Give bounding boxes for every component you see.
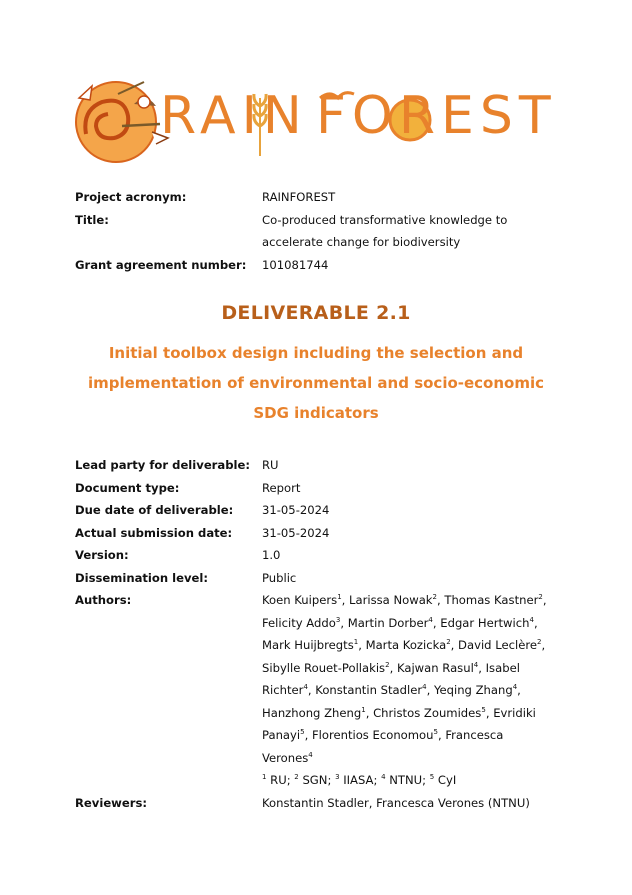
affiliation-name: IIASA;: [339, 773, 382, 787]
author-affiliation-mark: 4: [303, 683, 308, 691]
author-affiliation-mark: 3: [335, 615, 341, 624]
affiliation-name: RU;: [266, 773, 295, 787]
authors-value: [262, 589, 555, 792]
author-separator: ,: [304, 728, 312, 742]
version-row: [75, 544, 555, 567]
author-name: Felicity Addo: [262, 615, 336, 630]
author-affiliation-mark: 2: [432, 593, 437, 601]
author-name: Evridiki Panayi: [262, 705, 536, 742]
affiliation-name: CyI: [434, 773, 457, 787]
author-name: Koen Kuipers: [262, 593, 338, 607]
grant-row: [75, 254, 555, 277]
author-name: David Leclère: [458, 638, 537, 652]
submission-date-value: 31-05-2024: [262, 525, 330, 540]
author-separator: ,: [533, 615, 538, 630]
version-value: 1.0: [262, 548, 281, 562]
affiliation-list: [262, 769, 555, 792]
authors-row: [75, 589, 555, 792]
author-separator: ,: [437, 593, 445, 607]
author-name: Christos Zoumides: [373, 705, 482, 720]
affiliation-number: 5: [429, 773, 435, 781]
dissemination-label: Dissemination level:: [75, 570, 209, 585]
author-affiliation-mark: 1: [361, 705, 366, 714]
logo-word-forest: FOREST: [316, 86, 557, 146]
due-date-row: [75, 499, 555, 522]
affiliation-name: NTNU;: [385, 773, 430, 787]
author-separator: ,: [517, 683, 521, 697]
author-name: Mark Huijbregts: [262, 638, 354, 652]
author-name: Isabel Richter: [262, 660, 520, 697]
project-acronym-label: Project acronym:: [75, 190, 187, 204]
author-affiliation-mark: 5: [300, 728, 305, 736]
due-date-label: Due date of deliverable:: [75, 503, 234, 517]
author-separator: ,: [478, 660, 486, 675]
author-list: [262, 589, 555, 769]
affiliation-number: 1: [262, 773, 267, 781]
author-separator: ,: [426, 683, 434, 697]
project-info: [75, 186, 555, 276]
version-label: Version:: [75, 548, 129, 562]
lead-party-value: RU: [262, 458, 279, 472]
affiliation-name: SGN;: [298, 773, 336, 787]
affiliation-number: 2: [294, 773, 299, 781]
author-name: Marta Kozicka: [365, 638, 447, 652]
author-name: Martin Dorber: [347, 615, 429, 630]
dissemination-row: [75, 567, 555, 590]
title-row: [75, 209, 555, 254]
logo-word-rain: RAIN: [160, 86, 308, 146]
author-affiliation-mark: 2: [385, 660, 390, 669]
author-name: Florentios Economou: [311, 728, 434, 742]
author-affiliation-mark: 2: [536, 638, 542, 646]
author-affiliation-mark: 4: [529, 615, 534, 624]
author-affiliation-mark: 5: [481, 705, 486, 714]
author-affiliation-mark: 2: [538, 593, 543, 601]
deliverable-subtitle: Initial toolbox design including the selection and implementation of environmental and socio-economic SDG indicators: [87, 344, 545, 422]
deliverable-title: DELIVERABLE 2.1: [221, 302, 411, 324]
submission-date-row: [75, 522, 555, 545]
title-value: Co-produced transformative knowledge to accelerate change for biodiversity: [262, 212, 508, 249]
reviewers-label: Reviewers:: [75, 795, 148, 810]
reviewers-value: Konstantin Stadler, Francesca Verones (NTNU): [262, 795, 530, 810]
author-separator: ,: [485, 705, 494, 720]
author-separator: ,: [365, 705, 374, 720]
author-name: Larissa Nowak: [349, 593, 433, 607]
rainforest-logo: [74, 72, 557, 164]
author-affiliation-mark: 4: [512, 683, 518, 691]
author-affiliation-mark: 4: [422, 683, 427, 691]
author-separator: ,: [541, 638, 546, 652]
lead-party-label: Lead party for deliverable:: [75, 458, 250, 472]
title-label: Title:: [75, 212, 109, 227]
author-affiliation-mark: 1: [337, 593, 342, 601]
author-name: Francesca Verones: [262, 728, 504, 765]
grant-value: 101081744: [262, 257, 329, 272]
document-type-value: Report: [262, 480, 301, 495]
author-name: Kajwan Rasul: [396, 660, 474, 675]
author-affiliation-mark: 1: [353, 638, 359, 646]
author-name: Konstantin Stadler: [315, 683, 423, 697]
author-separator: ,: [450, 638, 459, 652]
author-name: Edgar Hertwich: [440, 615, 530, 630]
affiliation-number: 4: [381, 773, 386, 781]
due-date-value: 31-05-2024: [262, 503, 330, 517]
author-affiliation-mark: 5: [433, 728, 438, 736]
author-affiliation-mark: 4: [428, 615, 433, 624]
author-affiliation-mark: 2: [446, 638, 451, 646]
project-acronym-row: [75, 186, 555, 209]
author-separator: ,: [358, 638, 366, 652]
project-acronym-value: RAINFOREST: [262, 190, 336, 204]
author-separator: ,: [432, 615, 441, 630]
document-type-row: [75, 477, 555, 500]
author-separator: ,: [437, 728, 446, 742]
authors-label: Authors:: [75, 593, 132, 607]
deliverable-details: [75, 454, 555, 814]
grant-label: Grant agreement number:: [75, 257, 247, 272]
author-separator: ,: [542, 593, 547, 607]
author-separator: ,: [340, 615, 348, 630]
lead-party-row: [75, 454, 555, 477]
author-affiliation-mark: 4: [308, 750, 313, 759]
author-name: Thomas Kastner: [444, 593, 539, 607]
dissemination-value: Public: [262, 570, 297, 585]
author-name: Hanzhong Zheng: [262, 705, 362, 720]
author-name: Yeqing Zhang: [433, 683, 513, 697]
author-name: Sibylle Rouet-Pollakis: [262, 660, 386, 675]
author-separator: ,: [389, 660, 397, 675]
reviewers-row: [75, 792, 555, 815]
author-separator: ,: [341, 593, 350, 607]
author-affiliation-mark: 4: [473, 660, 479, 669]
submission-date-label: Actual submission date:: [75, 525, 233, 540]
affiliation-number: 3: [335, 773, 340, 781]
document-type-label: Document type:: [75, 480, 180, 495]
author-separator: ,: [307, 683, 316, 697]
